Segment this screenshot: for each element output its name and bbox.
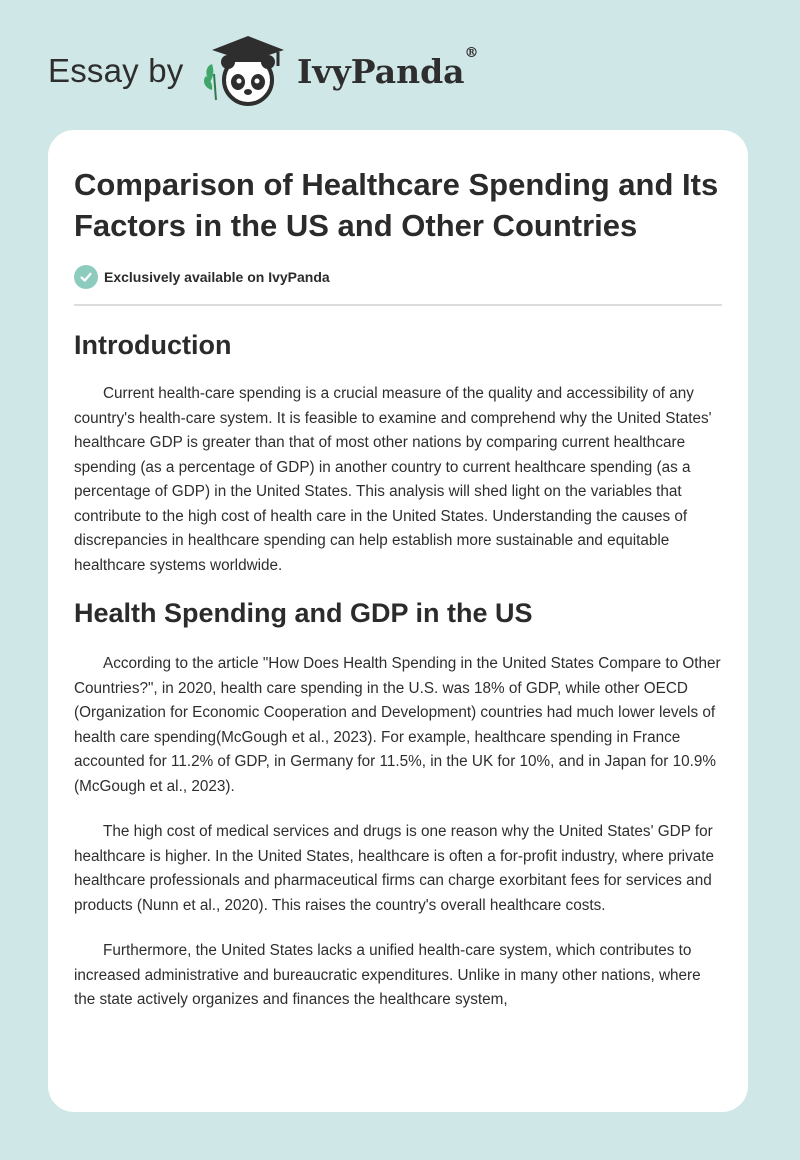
badge-label: Exclusively available on IvyPanda: [104, 269, 330, 285]
paragraph: According to the article "How Does Health Spending in the United States Compare to Other Countries?", in 2020, health care spending in the U.S. was 18% of GDP, while other OECD (Organization for Economic Cooperation and Development) countries had much lower levels of health care spending(McGough et al., 2023). For example, healthcare spending in France accounted for 11.2% of GDP, in Germany for 11.5%, in the UK for 10%, and in Japan for 10.9% (McGough et al., 2023).: [74, 655, 721, 795]
paragraph: The high cost of medical services and drugs is one reason why the United States' GDP for healthcare is higher. In the United States, healthcare is often a for-profit industry, where private healthcare professionals and pharmaceutical firms can charge exorbitant fees for services and products (Nunn et al., 2020). This raises the country's overall healthcare costs.: [74, 823, 714, 914]
essay-by-label: Essay by: [48, 52, 184, 89]
brand-name[interactable]: [297, 45, 479, 91]
paragraph: Current health-care spending is a crucial measure of the quality and accessibility of any country's health-care system. It is feasible to examine and comprehend why the United States' healthcare GDP is greater than that of most other nations by comparing current healthcare spending (as a percentage of GDP) in another country to current healthcare spending (as a percentage of GDP) in the United States. This analysis will shed light on the variables that contribute to the high cost of health care in the United States. Understanding the causes of discrepancies in healthcare spending can help establish more sustainable and equitable healthcare systems worldwide.: [74, 385, 712, 574]
panda-logo-icon[interactable]: [198, 30, 294, 110]
title-divider: [74, 304, 722, 306]
exclusive-badge: [74, 264, 722, 290]
essay-card: [48, 130, 748, 1112]
paragraph: Furthermore, the United States lacks a unified health-care system, which contributes to increased administrative and bureaucratic expenditures. Unlike in many other nations, where the state actively organizes and finances the healthcare system,: [74, 942, 701, 1008]
site-header: [0, 0, 800, 130]
brand-text: IvyPanda: [297, 52, 465, 91]
section-heading-health-spending: Health Spending and GDP in the US: [74, 598, 533, 628]
check-badge-icon: [74, 265, 98, 289]
page-title: Comparison of Healthcare Spending and Its Factors in the US and Other Countries: [74, 167, 719, 243]
registered-mark: ®: [464, 45, 479, 61]
section-heading-introduction: Introduction: [74, 330, 232, 360]
